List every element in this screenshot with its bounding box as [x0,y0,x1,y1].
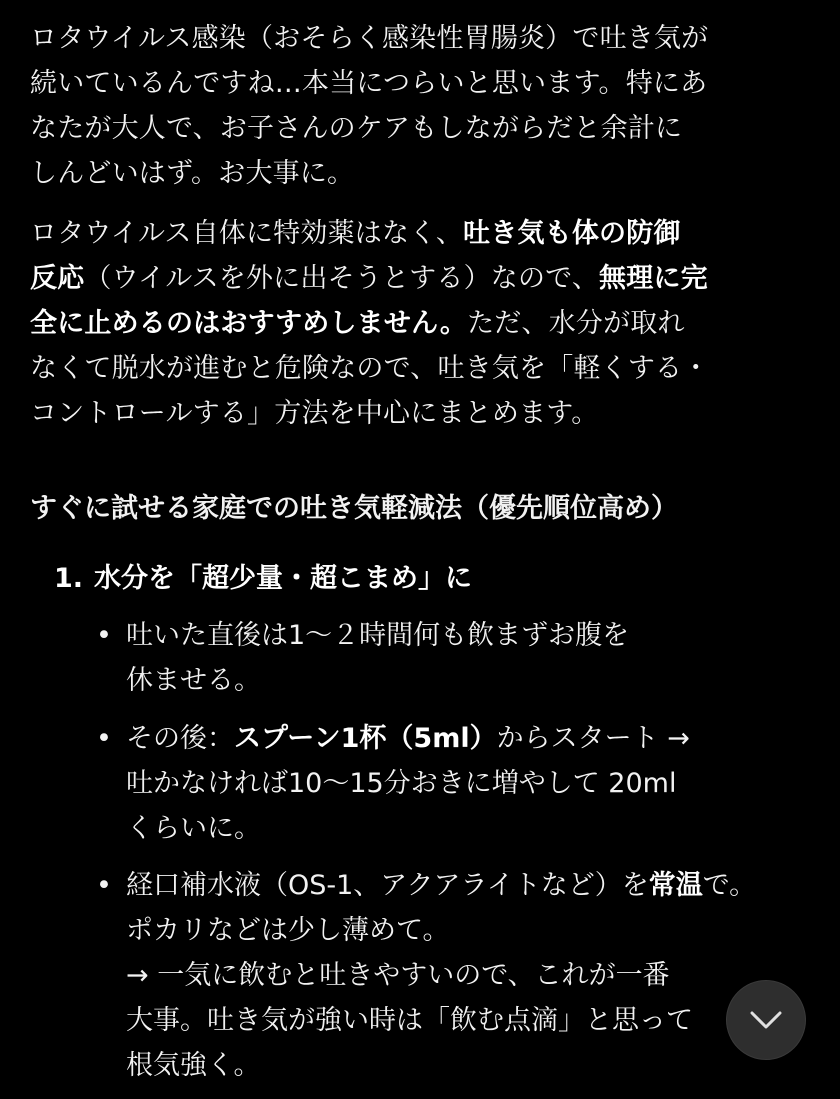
bullet-item [96,716,816,851]
text-line: 根気強く。 [126,1050,261,1081]
text-line [126,863,840,908]
text-line: 吐かなければ10〜15分おきに増やして 20ml [126,768,677,799]
bold-text: 常温 [648,870,703,901]
text-line: なくて脱水が進むと危険なので、吐き気を「軽くする・ [30,353,710,384]
text-line [30,211,790,256]
text-span: （ウイルスを外に出そうとする）なので、 [84,263,600,294]
bold-text: 反応 [30,263,85,294]
list-number: 1. [54,563,84,594]
text-span: 経口補水液（OS-1、アクアライトなど）を [126,870,649,901]
text-span: その後： [126,723,234,754]
bullet-item [96,863,816,1088]
bold-text: 無理に完 [599,263,708,294]
text-line: コントロールする」方法を中心にまとめます。 [30,398,599,429]
text-span: からスタート → [496,723,690,754]
text-line: しんどいはず。お大事に。 [30,158,355,189]
bold-text: 吐き気も体の防御 [463,218,681,249]
text-line: くらいに。 [126,813,261,844]
bullet-item [96,613,816,703]
list-item-label: 水分を「超少量・超こまめ」に [94,563,472,594]
text-line: 続いているんですね…本当につらいと思います。特にあ [30,68,708,99]
text-line: 休ませる。 [126,665,261,696]
bullet-text [126,716,840,851]
text-line: 大事。吐き気が強い時は「飲む点滴」と思って [126,1005,693,1036]
text-line [30,256,790,301]
text-line: 吐いた直後は1〜２時間何も飲まずお腹を [126,620,630,651]
text-line: ポカリなどは少し薄めて。 [126,915,450,946]
bullet-text [126,613,840,703]
bullet-icon: • [96,620,112,651]
text-span: ただ、水分が取れ [467,308,685,339]
text-span: ロタウイルス自体に特効薬はなく、 [30,218,464,249]
chevron-down-icon [749,1010,783,1030]
text-line [126,716,840,761]
scroll-to-bottom-button[interactable] [727,981,805,1059]
text-span: で。 [702,870,757,901]
text-line [30,301,790,346]
text-line: ロタウイルス感染（おそらく感染性胃腸炎）で吐き気が [30,23,709,54]
list-item-1 [54,556,472,601]
bold-text: スプーン1杯（5ml） [234,723,497,754]
explanation-paragraph [30,211,790,436]
bullet-icon: • [96,870,112,901]
bold-text: 全に止めるのはおすすめしません。 [30,308,468,339]
bullet-text [126,863,840,1088]
intro-paragraph [30,16,790,196]
text-line: なたが大人で、お子さんのケアもしながらだと余計に [30,113,683,144]
section-heading: すぐに試せる家庭での吐き気軽減法（優先順位高め） [30,493,678,524]
text-line: → 一気に飲むと吐きやすいので、これが一番 [126,960,670,991]
bullet-icon: • [96,723,112,754]
